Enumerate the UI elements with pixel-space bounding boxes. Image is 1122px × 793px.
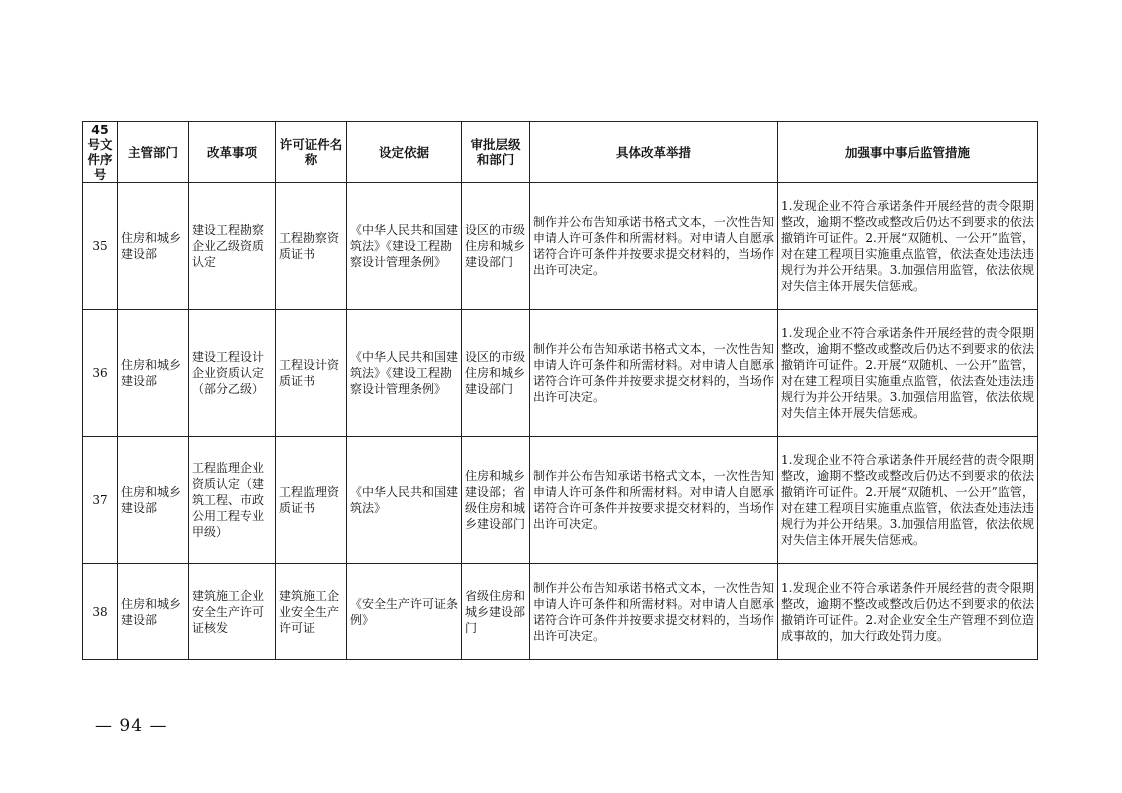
header-item: 改革事项 (189, 122, 276, 183)
header-doc-no: 45号文件序号 (83, 122, 118, 183)
cell-cert: 工程设计资质证书 (276, 310, 347, 437)
cell-supervision: 1.发现企业不符合承诺条件开展经营的责令限期整改，逾期不整改或整改后仍达不到要求的依法撤销许可证件。2.开展“双随机、一公开”监管，对在建工程项目实施重点监管，依法查处违法违规行为并公开结果。3.加强信用监管，依法依规对失信主体开展失信惩戒。 (778, 183, 1038, 310)
cell-level: 省级住房和城乡建设部门 (462, 564, 530, 660)
cell-basis: 《中华人民共和国建筑法》《建设工程勘察设计管理条例》 (347, 310, 462, 437)
cell-item: 建设工程设计企业资质认定（部分乙级） (189, 310, 276, 437)
header-measure: 具体改革举措 (530, 122, 778, 183)
cell-item: 建设工程勘察企业乙级资质认定 (189, 183, 276, 310)
cell-dept: 住房和城乡建设部 (118, 183, 189, 310)
cell-cert: 工程勘察资质证书 (276, 183, 347, 310)
cell-dept: 住房和城乡建设部 (118, 310, 189, 437)
cell-measure: 制作并公布告知承诺书格式文本，一次性告知申请人许可条件和所需材料。对申请人自愿承诺符合许可条件并按要求提交材料的，当场作出许可决定。 (530, 437, 778, 564)
table-row (83, 310, 1038, 437)
header-basis: 设定依据 (347, 122, 462, 183)
cell-basis: 《中华人民共和国建筑法》《建设工程勘察设计管理条例》 (347, 183, 462, 310)
table-row (83, 183, 1038, 310)
cell-cert: 建筑施工企业安全生产许可证 (276, 564, 347, 660)
reform-measures-table (82, 121, 1038, 660)
cell-cert: 工程监理资质证书 (276, 437, 347, 564)
page-number: — 94 — (95, 716, 168, 736)
cell-dept: 住房和城乡建设部 (118, 437, 189, 564)
cell-measure: 制作并公布告知承诺书格式文本，一次性告知申请人许可条件和所需材料。对申请人自愿承诺符合许可条件并按要求提交材料的，当场作出许可决定。 (530, 310, 778, 437)
cell-no: 37 (83, 437, 118, 564)
header-level: 审批层级和部门 (462, 122, 530, 183)
table-row (83, 564, 1038, 660)
cell-no: 38 (83, 564, 118, 660)
cell-supervision: 1.发现企业不符合承诺条件开展经营的责令限期整改，逾期不整改或整改后仍达不到要求的依法撤销许可证件。2.开展“双随机、一公开”监管，对在建工程项目实施重点监管，依法查处违法违规行为并公开结果。3.加强信用监管，依法依规对失信主体开展失信惩戒。 (778, 437, 1038, 564)
header-cert: 许可证件名称 (276, 122, 347, 183)
cell-supervision: 1.发现企业不符合承诺条件开展经营的责令限期整改，逾期不整改或整改后仍达不到要求的依法撤销许可证件。2.对企业安全生产管理不到位造成事故的，加大行政处罚力度。 (778, 564, 1038, 660)
cell-basis: 《中华人民共和国建筑法》 (347, 437, 462, 564)
cell-supervision: 1.发现企业不符合承诺条件开展经营的责令限期整改，逾期不整改或整改后仍达不到要求的依法撤销许可证件。2.开展“双随机、一公开”监管，对在建工程项目实施重点监管，依法查处违法违规行为并公开结果。3.加强信用监管，依法依规对失信主体开展失信惩戒。 (778, 310, 1038, 437)
cell-measure: 制作并公布告知承诺书格式文本，一次性告知申请人许可条件和所需材料。对申请人自愿承诺符合许可条件并按要求提交材料的，当场作出许可决定。 (530, 564, 778, 660)
cell-level: 住房和城乡建设部；省级住房和城乡建设部门 (462, 437, 530, 564)
table-row (83, 437, 1038, 564)
cell-no: 36 (83, 310, 118, 437)
cell-item: 建筑施工企业安全生产许可证核发 (189, 564, 276, 660)
cell-basis: 《安全生产许可证条例》 (347, 564, 462, 660)
table-header-row (83, 122, 1038, 183)
header-dept: 主管部门 (118, 122, 189, 183)
cell-measure: 制作并公布告知承诺书格式文本，一次性告知申请人许可条件和所需材料。对申请人自愿承诺符合许可条件并按要求提交材料的，当场作出许可决定。 (530, 183, 778, 310)
header-supervision: 加强事中事后监管措施 (778, 122, 1038, 183)
cell-level: 设区的市级住房和城乡建设部门 (462, 183, 530, 310)
cell-item: 工程监理企业资质认定（建筑工程、市政公用工程专业甲级） (189, 437, 276, 564)
cell-no: 35 (83, 183, 118, 310)
cell-dept: 住房和城乡建设部 (118, 564, 189, 660)
cell-level: 设区的市级住房和城乡建设部门 (462, 310, 530, 437)
